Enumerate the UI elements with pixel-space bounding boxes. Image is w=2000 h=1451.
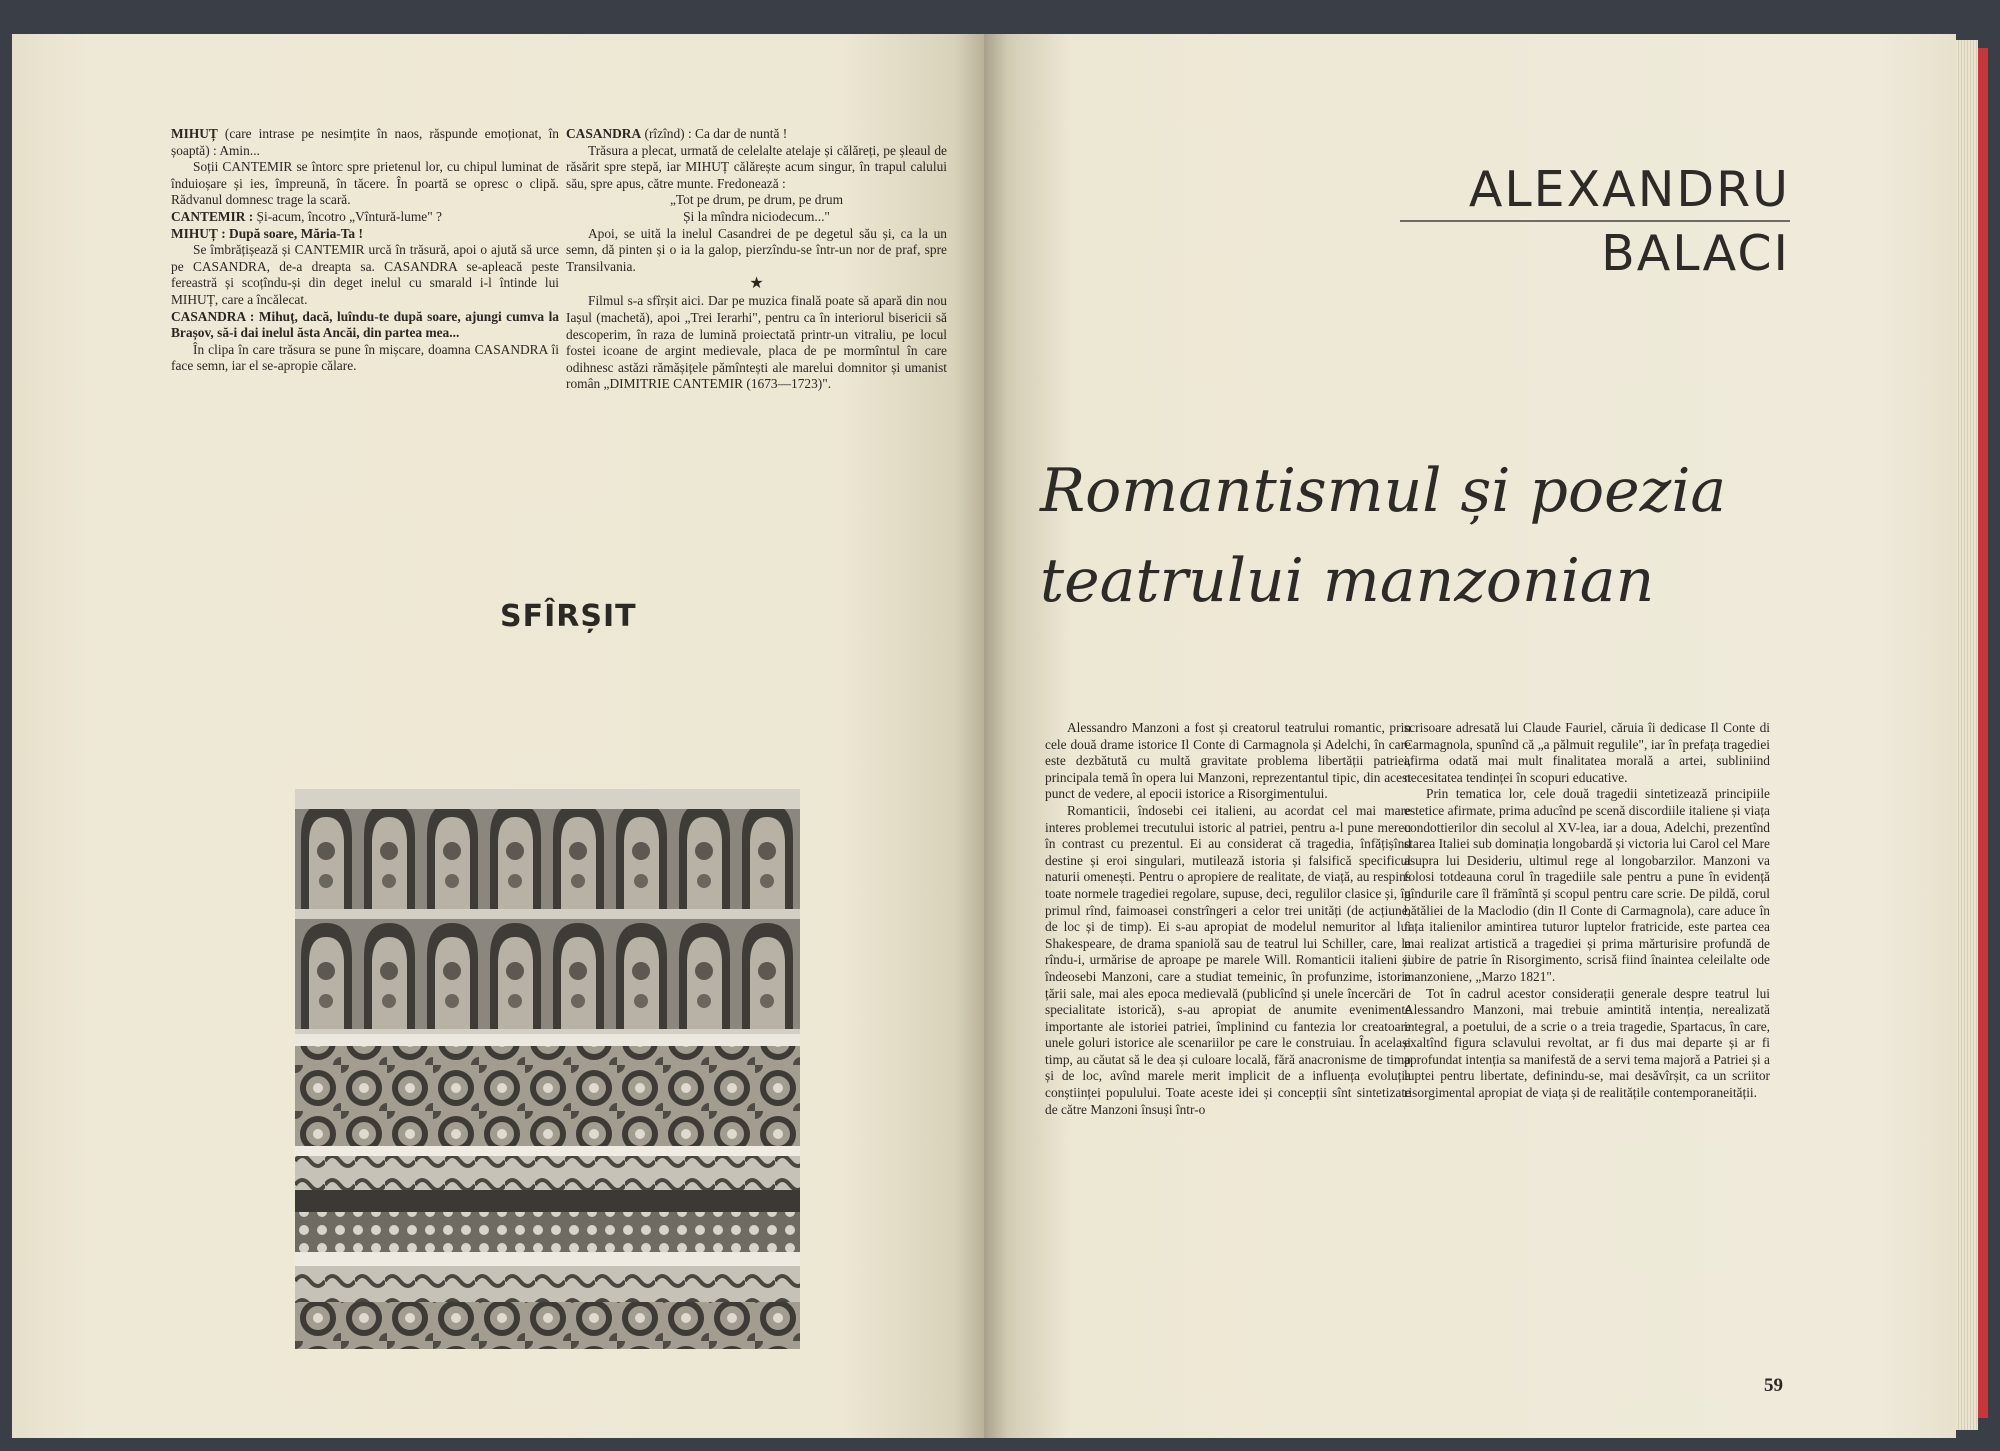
speaker-name: CANTEMIR : (171, 208, 254, 224)
article-paragraph: Prin tematica lor, cele două tragedii sintetizează principiile estetice afirmate, prima aducînd pe scenă discordiile italiene și viața condottierilor din secolul al XV-lea, iar a doua, Adelchi, prezentînd starea Italiei sub dominația longobardă și victoria lui Carol cel Mare asupra lui Desideriu, ultimul rege al longobarzilor. Manzoni va folosi totdeauna corul în tragediile sale pentru a pune în evidență gîndurile care îl frămîntă și scopul pentru care scrie. De pildă, corul bătăliei de la Maclodio (din Il Conte di Carmagnola), care aduce în fața italienilor amintirea tuturor luptelor fratricide, este partea cea mai realizat artistică a tragediei și prima mărturisire profundă de iubire de patrie în Risorgimento, scrisă fiind înaintea celeilalte ode manzoniene, „Marzo 1821". (1404, 786, 1770, 984)
speaker-name: CASANDRA (566, 126, 642, 141)
paragraph (566, 226, 947, 276)
paragraph-text: Și la mîndra niciodecum..." (683, 208, 830, 224)
author-rule (1400, 220, 1790, 222)
speaker-name: CASANDRA : Mihuț, dacă, luîndu-te după soare, ajungi cumva la Brașov, să-i dai inelul ăsta Ancăi, din partea mea... (171, 308, 559, 341)
paragraph (171, 309, 559, 342)
right-column-1 (1045, 720, 1411, 1118)
paragraph-text: ★ (749, 275, 764, 293)
red-bookmark-edge (1978, 48, 1988, 1418)
article-paragraph: Alessandro Manzoni a fost și creatorul teatrului romantic, prin cele două drame istorice Il Conte di Carmagnola și Adelchi, în care este dezbătută cu multă gravitate problema libertății patriei, principala temă în opera lui Manzoni, reprezentantul tipic, din acest punct de vedere, al epocii istorice a Risorgimentului. (1045, 720, 1411, 802)
carved-stone-photo (295, 789, 800, 1349)
paragraph-text: „Tot pe drum, pe drum, pe drum (669, 192, 844, 208)
article-paragraph: Tot în cadrul acestor considerații generale despre teatrul lui Alessandro Manzoni, mai trebuie amintită intenția, nerealizată integral, a poetului, de a scrie o a treia tragedie, Spartacus, în care, exaltînd figura sclavului revoltat, ar fi dus mai departe și ar fi aprofundat intenția sa manifestă de a servi tema majoră a Patriei și a luptei pentru libertate, definindu-se, mai desăvîrșit, ca un scriitor risorgimental apropiat de viața și de realitățile contemporaneității. (1404, 985, 1770, 1101)
page-edges (1956, 40, 1978, 1430)
section-star (566, 275, 947, 293)
paragraph (171, 159, 559, 209)
paragraph (566, 126, 947, 143)
article-paragraph: scrisoare adresată lui Claude Fauriel, căruia îi dedicase Il Conte di Carmagnola, spunînd că „a pălmuit regulile", iar în prefața tragediei afirma odată mai mult finalitatea morală a artei, subliniind necesitatea tendinței în scopuri educative. (1404, 720, 1770, 785)
title-line-2: teatrului manzonian (1040, 546, 1655, 616)
paragraph-text: Se îmbrățișează și CANTEMIR urcă în trăsură, apoi o ajută să urce pe CASANDRA, de-a dreapta sa. CASANDRA se-apleacă peste fereastră și scoțîndu-și din deget inelul cu smarald i-l întinde lui MIHUȚ, care a încălecat. (171, 242, 559, 307)
paragraph (566, 209, 947, 226)
author-last-name: BALACI (1601, 225, 1790, 282)
paragraph (171, 342, 559, 375)
paragraph (566, 143, 947, 193)
paragraph-text: Apoi, se uită la inelul Casandrei de pe degetul său și, ca la un semn, dă pinten și o ia la galop, pierzîndu-se într-un nor de praf, spre Transilvania. (566, 225, 947, 274)
paragraph-text: Și-acum, încotro „Vîntură-lume" ? (253, 208, 442, 224)
page-number: 59 (1764, 1375, 1783, 1396)
paragraph (171, 226, 559, 243)
paragraph-text: Filmul s-a sfîrșit aici. Dar pe muzica finală poate să apară din nou Iașul (machetă), apoi „Trei Ierarhi", pentru ca în interiorul bisericii să descoperim, în raza de lumină proiectată printr-un vitraliu, pe locul fostei icoane de argint medievale, placa de pe mormîntul în care odihnesc astăzi rămășițele pămîntești ale marelui domnitor și umanist român „DIMITRIE CANTEMIR (1673—1723)". (566, 293, 947, 392)
speaker-name: MIHUȚ (171, 126, 218, 141)
author-name (1390, 162, 1790, 282)
right-column-2 (1404, 720, 1770, 1102)
title-line-1: Romantismul și poezia (1040, 456, 1727, 526)
left-page (12, 34, 984, 1438)
speaker-name: MIHUȚ : După soare, Măria-Ta ! (171, 225, 363, 241)
paragraph-text: Trăsura a plecat, urmată de celelalte atelaje și călăreți, pe șleaul de răsărit spre stepă, iar MIHUȚ călărește acum singur, în trapul calului său, spre apus, către munte. Fredonează : (566, 142, 947, 191)
paragraph-text: (rîzînd) : Ca dar de nuntă ! (641, 126, 788, 141)
paragraph-text: (care intrase pe nesimțite în naos, răspunde emoționat, în șoaptă) : Amin... (171, 126, 559, 158)
paragraph (171, 242, 559, 308)
carved-stone-image (295, 789, 800, 1349)
right-page (984, 34, 1956, 1438)
paragraph (566, 293, 947, 393)
paragraph (171, 209, 559, 226)
left-column-2 (566, 126, 947, 393)
article-paragraph: Romanticii, îndosebi cei italieni, au acordat cel mai mare interes problemei trecutului istoric al patriei, pentru a-l pune mereu în contrast cu prezentul. Ei au considerat că tragedia, înfățișînd destine și eroi singulari, mutilează istoria și falsifică specificul naturii omenești. Pentru o apropiere de realitate, de viață, au respins toate normele tragediei regolare, supuse, deci, regulilor clasice și, în primul rînd, faimoasei constrîngeri a celor trei unități (de acțiune, de loc și de timp). Ei s-au apropiat de modelul nemuritor al lui Shakespeare, de drama spaniolă sau de teatrul lui Schiller, care, la rîndu-i, urmărise de aproape pe marele Will. Romanticii italieni și îndeosebi Manzoni, care a studiat temeinic, în profunzime, istoria țării sale, mai ales epoca medievală (publicînd și unele încercări de specialitate istorică), s-au apropiat de anumite evenimente importante ale istoriei patriei, împlinind cu fantezia lor creatoare unele goluri istorice ale scenariilor pe care le construiau. În același timp, au căutat să le dea și culoare locală, fără anacronisme de timp și de loc, avînd marele merit implicit de a influența evoluția conștiinței populului. Toate aceste idei și concepții sînt sintetizate de către Manzoni însuși într-o (1045, 802, 1411, 1117)
paragraph-text: Soții CANTEMIR se întorc spre prietenul lor, cu chipul luminat de înduioșare și ies, împreună, în tăcere. În poartă se opresc o clipă. Rădvanul domnesc trage la scară. (171, 159, 559, 208)
paragraph (171, 126, 559, 159)
end-heading: SFÎRȘIT (500, 599, 637, 634)
paragraph (566, 192, 947, 209)
article-title (1040, 446, 1920, 626)
paragraph-text: În clipa în care trăsura se pune în mișcare, doamna CASANDRA îi face semn, iar el se-apropie călare. (171, 341, 559, 374)
left-column-1 (171, 126, 559, 375)
author-first-name: ALEXANDRU (1468, 161, 1790, 218)
